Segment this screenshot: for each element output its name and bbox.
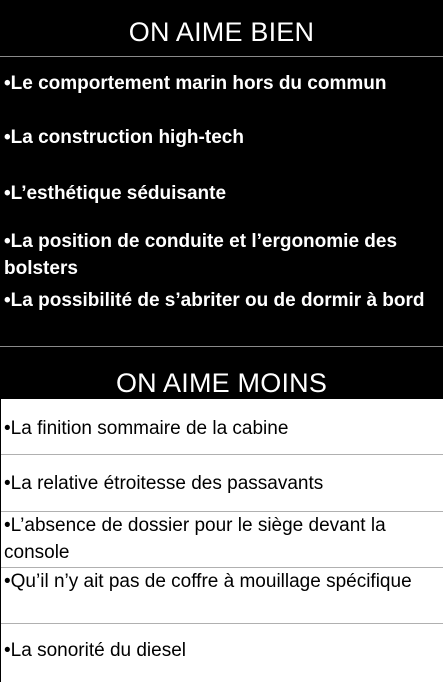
like-item: •Le comportement marin hors du commun: [4, 73, 387, 94]
dislike-row: [1, 624, 443, 680]
dislike-item: •L’absence de dossier pour le siège devant la console: [4, 515, 386, 563]
dislike-row: [1, 399, 443, 455]
like-item: •L’esthétique séduisante: [4, 183, 227, 204]
dislikes-list: [1, 399, 443, 682]
like-item: •La possibilité de s’abriter ou de dormir à bord: [4, 290, 425, 311]
likes-list: [0, 57, 443, 347]
dislike-item: •Qu’il n’y ait pas de coffre à mouillage spécifique: [4, 571, 412, 592]
dislike-row: [1, 568, 443, 624]
dislike-item: •La sonorité du diesel: [4, 640, 186, 661]
dislike-row: [1, 456, 443, 512]
dislike-row: [1, 512, 443, 568]
likes-heading: ON AIME BIEN: [0, 0, 443, 57]
dislike-item: •La finition sommaire de la cabine: [4, 418, 289, 439]
dislike-item: •La relative étroitesse des passavants: [4, 473, 324, 494]
dislikes-heading: ON AIME MOINS: [0, 347, 443, 398]
like-item: •La construction high-tech: [4, 127, 244, 148]
like-item: •La position de conduite et l’ergonomie des bolsters: [4, 231, 398, 279]
